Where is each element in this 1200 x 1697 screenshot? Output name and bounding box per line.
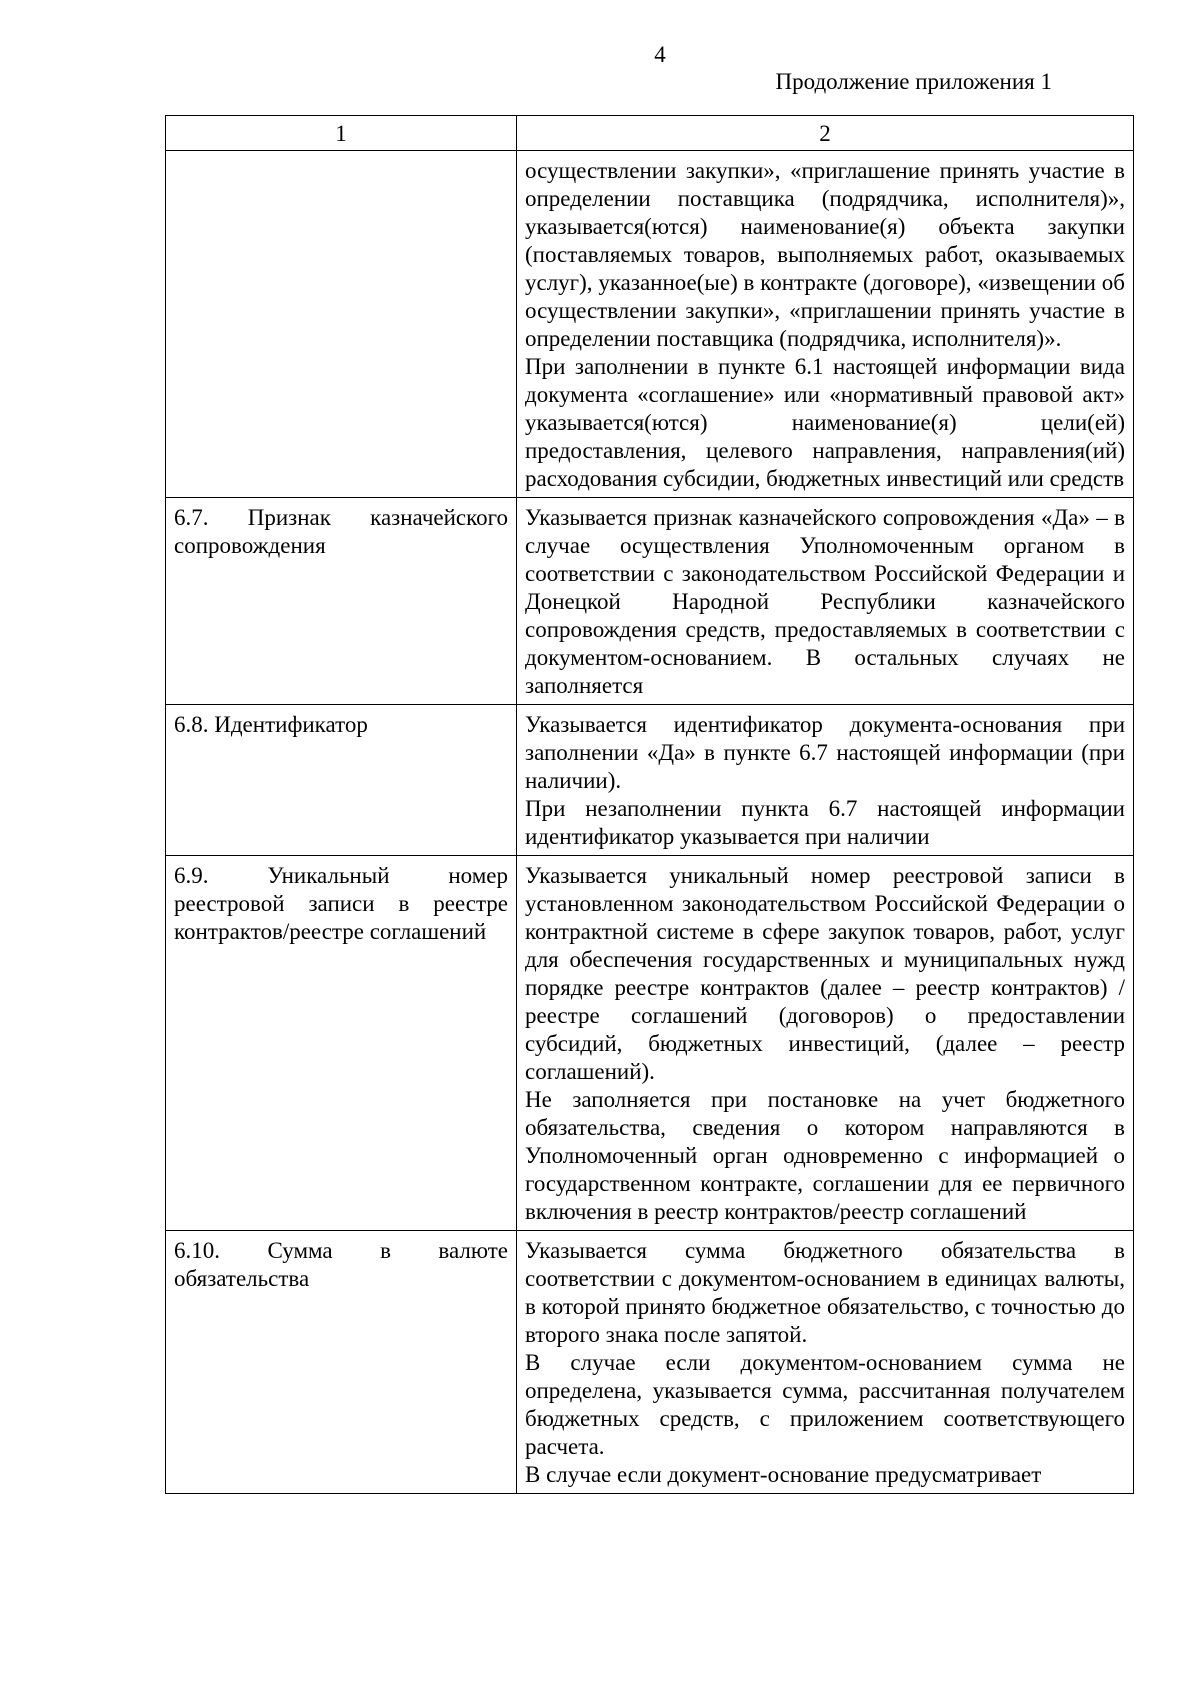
field-cell	[166, 498, 517, 705]
description-cell	[517, 856, 1134, 1231]
description-paragraph: осуществлении закупки», «приглашение принять участие в определении поставщика (подрядчика, исполнителя)», указывается(ются) наименование(я) объекта закупки (поставляемых товаров, выполняемых работ, оказываемых услуг), указанное(ые) в контракте (договоре), «извещении об осуществлении закупки», «приглашении принять участие в определении поставщика (подрядчика, исполнителя)».	[525, 158, 1125, 351]
table-row	[166, 856, 1134, 1231]
table-header-row	[166, 116, 1134, 151]
table-row	[166, 498, 1134, 705]
table-row	[166, 1231, 1134, 1494]
column-header-2: 2	[517, 116, 1134, 151]
table-row	[166, 151, 1134, 498]
description-paragraph: При незаполнении пункта 6.7 настоящей информации идентификатор указывается при наличии	[525, 796, 1125, 849]
field-cell	[166, 705, 517, 856]
continuation-label: Продолжение приложения 1	[775, 69, 1052, 94]
description-paragraph: Указывается идентификатор документа-основания при заполнении «Да» в пункте 6.7 настоящей информации (при наличии).	[525, 712, 1125, 793]
description-paragraph: В случае если документом-основанием сумма не определена, указывается сумма, рассчитанная получателем бюджетных средств, с приложением соответствующего расчета.	[525, 1350, 1125, 1459]
field-name: 6.7. Признак казначейского сопровождения	[174, 505, 508, 558]
description-paragraph: Указывается уникальный номер реестровой записи в установленном законодательством Российской Федерации о контрактной системе в сфере закупок товаров, работ, услуг для обеспечения государственных и муниципальных нужд порядке реестре контрактов (далее – реестр контрактов) /реестре соглашений (договоров) о предоставлении субсидий, бюджетных инвестиций, (далее – реестр соглашений).	[525, 863, 1125, 1084]
description-cell	[517, 151, 1134, 498]
description-cell	[517, 705, 1134, 856]
field-name: 6.9. Уникальный номер реестровой записи в реестре контрактов/реестре соглашений	[174, 863, 508, 944]
description-paragraph: В случае если документ-основание предусматривает	[525, 1462, 1042, 1487]
column-header-1: 1	[166, 116, 517, 151]
page-number: 4	[654, 42, 666, 67]
field-cell	[166, 151, 517, 498]
table-row	[166, 705, 1134, 856]
description-paragraph: Указывается признак казначейского сопровождения «Да» – в случае осуществления Уполномоченным органом в соответствии с законодательством Российской Федерации и Донецкой Народной Республики казначейского сопровождения средств, предоставляемых в соответствии с документом-основанием. В остальных случаях не заполняется	[525, 505, 1125, 698]
description-cell	[517, 498, 1134, 705]
description-paragraph: При заполнении в пункте 6.1 настоящей информации вида документа «соглашение» или «нормативный правовой акт» указывается(ются) наименование(я) цели(ей) предоставления, целевого направления, направления(ий) расходования субсидии, бюджетных инвестиций или средств	[525, 354, 1125, 491]
requirements-table	[165, 115, 1134, 1494]
field-cell	[166, 856, 517, 1231]
description-paragraph: Указывается сумма бюджетного обязательства в соответствии с документом-основанием в единицах валюты, в которой принято бюджетное обязательство, с точностью до второго знака после запятой.	[525, 1238, 1125, 1347]
field-cell	[166, 1231, 517, 1494]
description-paragraph: Не заполняется при постановке на учет бюджетного обязательства, сведения о котором направляются в Уполномоченный орган одновременно с информацией о государственном контракте, соглашении для ее первичного включения в реестр контрактов/реестр соглашений	[525, 1087, 1125, 1224]
description-cell	[517, 1231, 1134, 1494]
field-name: 6.8. Идентификатор	[174, 712, 368, 737]
field-name: 6.10. Сумма в валюте обязательства	[174, 1238, 508, 1291]
